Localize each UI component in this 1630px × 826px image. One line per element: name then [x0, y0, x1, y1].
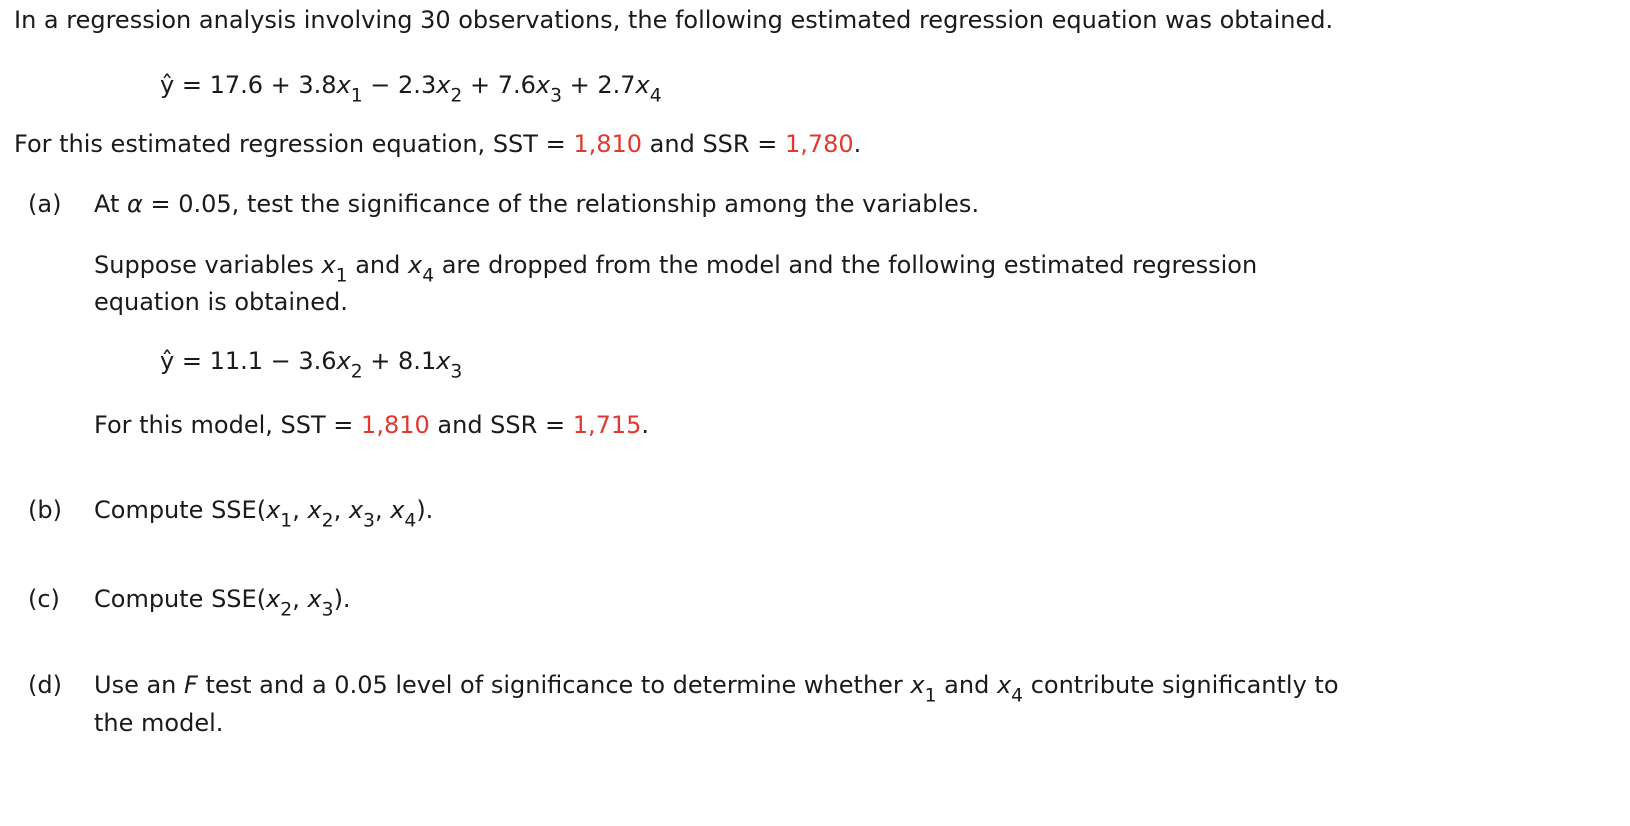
y-hat: ŷ: [160, 347, 175, 375]
term-x2-coef: − 2.3: [362, 71, 437, 99]
var-x: x: [436, 347, 451, 375]
sub-1: 1: [280, 510, 293, 532]
close-paren: ).: [333, 585, 351, 613]
sums-middle: and SSR =: [429, 411, 573, 439]
var-x: x: [336, 347, 351, 375]
y-hat: ŷ: [160, 71, 175, 99]
sst-value: 1,810: [361, 411, 430, 439]
comma: ,: [374, 496, 391, 524]
alpha-symbol: α: [127, 190, 143, 218]
sub-4: 4: [1011, 685, 1024, 707]
term-x3-coef: + 7.6: [462, 71, 536, 99]
term-x1-coef: + 3.8: [263, 71, 337, 99]
part-a-text-before: At: [94, 190, 128, 218]
dropped-text-c: are dropped from the model and the following estimated regression: [434, 251, 1258, 279]
sub-2: 2: [280, 599, 293, 621]
sub-4: 4: [404, 510, 417, 532]
var-x: x: [307, 585, 322, 613]
sums-full-model: [14, 129, 861, 159]
comma: ,: [292, 496, 308, 524]
part-b-text: [94, 495, 434, 532]
intercept: 11.1: [209, 347, 264, 375]
var-x: x: [321, 251, 336, 279]
sums-suffix: .: [853, 130, 862, 158]
part-d-text-b: test and a 0.05 level of significance to determine whether: [197, 671, 911, 699]
part-c-text: [94, 584, 351, 621]
sub-3: 3: [363, 510, 375, 532]
sub-1: 1: [350, 85, 363, 107]
sub-2: 2: [321, 510, 334, 532]
var-x: x: [336, 71, 351, 99]
var-x: x: [910, 671, 925, 699]
var-x: x: [436, 71, 451, 99]
sums-reduced-model: [94, 410, 649, 440]
sub-2: 2: [350, 361, 363, 383]
dropped-text-b: and: [347, 251, 408, 279]
term-x4-coef: + 2.7: [561, 71, 636, 99]
part-d-line-2: the model.: [94, 709, 224, 737]
sub-1: 1: [335, 265, 348, 287]
ssr-value: 1,780: [784, 130, 854, 158]
comma: ,: [333, 496, 349, 524]
part-d-text-c: and: [936, 671, 997, 699]
term-x3-coef: + 8.1: [362, 347, 437, 375]
var-x: x: [996, 671, 1012, 699]
var-x: x: [535, 71, 551, 99]
sums-prefix: For this estimated regression equation, SST =: [14, 130, 574, 158]
var-x: x: [635, 71, 650, 99]
var-x: x: [348, 496, 364, 524]
part-d-text-d: contribute significantly to: [1023, 671, 1339, 699]
dropped-text-a: Suppose variables: [94, 251, 322, 279]
var-x: x: [307, 496, 322, 524]
part-d-text-a: Use an: [94, 671, 185, 699]
f-symbol: F: [184, 671, 198, 699]
part-c-label: (c): [28, 585, 60, 613]
equals-sign: =: [174, 71, 210, 99]
regression-equation-reduced: [160, 346, 463, 383]
sums-prefix: For this model, SST =: [94, 411, 362, 439]
dropped-line-2: equation is obtained.: [94, 288, 348, 316]
part-d-label: (d): [28, 671, 62, 699]
intro-text: In a regression analysis involving 30 observations, the following estimated regression equation was obtained.: [14, 6, 1334, 34]
sub-4: 4: [649, 85, 662, 107]
part-c-text-start: Compute SSE(: [94, 585, 267, 613]
sub-2: 2: [450, 85, 463, 107]
part-b-text-start: Compute SSE(: [94, 496, 267, 524]
regression-equation-full: [160, 70, 662, 107]
part-a-text: [94, 189, 979, 219]
close-paren: ).: [416, 496, 434, 524]
ssr-value: 1,715: [572, 411, 642, 439]
var-x: x: [266, 496, 281, 524]
var-x: x: [390, 496, 405, 524]
sub-3: 3: [321, 599, 334, 621]
part-a-text-after: = 0.05, test the significance of the relationship among the variables.: [142, 190, 980, 218]
term-x2-coef: − 3.6: [263, 347, 337, 375]
sub-1: 1: [924, 685, 937, 707]
sums-suffix: .: [641, 411, 650, 439]
sums-middle: and SSR =: [642, 130, 785, 158]
equals-sign: =: [174, 347, 210, 375]
var-x: x: [266, 585, 281, 613]
dropped-line-1: [94, 250, 1258, 287]
part-b-label: (b): [28, 496, 62, 524]
var-x: x: [407, 251, 423, 279]
sub-3: 3: [550, 85, 562, 107]
part-d-line-1: [94, 670, 1339, 707]
sub-3: 3: [450, 361, 463, 383]
sst-value: 1,810: [573, 130, 643, 158]
comma: ,: [292, 585, 308, 613]
sub-4: 4: [422, 265, 435, 287]
intercept: 17.6: [209, 71, 264, 99]
part-a-label: (a): [28, 190, 62, 218]
